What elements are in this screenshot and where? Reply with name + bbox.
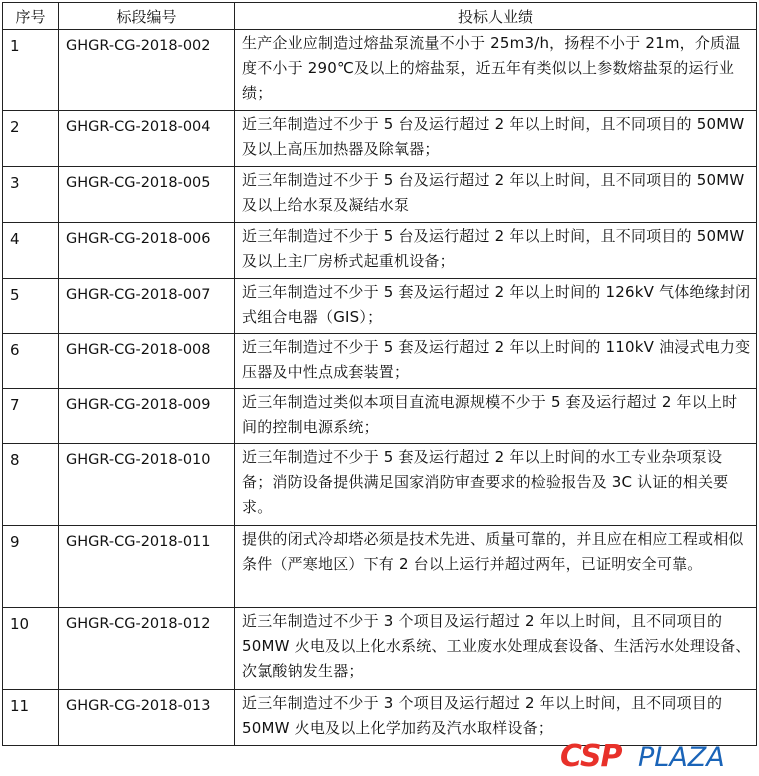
table-row: [3, 608, 757, 690]
row-code: GHGR-CG-2018-009: [59, 389, 235, 444]
row-desc: 生产企业应制造过熔盐泵流量不小于 25m3/h，扬程不小于 21m，介质温度不小于 290℃及以上的熔盐泵，近五年有类似以上参数熔盐泵的运行业绩；: [235, 30, 757, 111]
header-no: 序号: [3, 3, 59, 30]
cspplaza-watermark-logo: [560, 735, 750, 775]
row-no: 1: [3, 30, 59, 111]
row-desc: 近三年制造过不少于 5 套及运行超过 2 年以上时间的 110kV 油浸式电力变压器及中性点成套装置；: [235, 334, 757, 389]
row-code: GHGR-CG-2018-004: [59, 111, 235, 167]
row-no: 3: [3, 167, 59, 223]
header-performance: 投标人业绩: [235, 3, 757, 30]
header-code: 标段编号: [59, 3, 235, 30]
row-code: GHGR-CG-2018-013: [59, 690, 235, 746]
row-code: GHGR-CG-2018-007: [59, 279, 235, 334]
table-row: [3, 30, 757, 111]
watermark-plaza-text: PLAZA: [638, 742, 725, 773]
table-row: [3, 389, 757, 444]
row-desc: 近三年制造过不少于 5 套及运行超过 2 年以上时间的 126kV 气体绝缘封闭式组合电器（GIS）；: [235, 279, 757, 334]
performance-table: [2, 2, 757, 746]
row-code: GHGR-CG-2018-006: [59, 223, 235, 279]
row-code: GHGR-CG-2018-010: [59, 444, 235, 526]
row-desc: 近三年制造过不少于 5 套及运行超过 2 年以上时间的水工专业杂项泵设备；消防设备提供满足国家消防审查要求的检验报告及 3C 认证的相关要求。: [235, 444, 757, 526]
row-desc: 近三年制造过不少于 5 台及运行超过 2 年以上时间，且不同项目的 50MW 及以上给水泵及凝结水泵: [235, 167, 757, 223]
table-row: [3, 334, 757, 389]
row-desc: 提供的闭式冷却塔必须是技术先进、质量可靠的，并且应在相应工程或相似条件（严寒地区）下有 2 台以上运行并超过两年，已证明安全可靠。: [235, 526, 757, 608]
row-no: 8: [3, 444, 59, 526]
row-no: 5: [3, 279, 59, 334]
row-no: 6: [3, 334, 59, 389]
table-row: [3, 444, 757, 526]
row-desc: 近三年制造过不少于 3 个项目及运行超过 2 年以上时间，且不同项目的 50MW 火电及以上化学加药及汽水取样设备；: [235, 690, 757, 746]
row-code: GHGR-CG-2018-011: [59, 526, 235, 608]
row-desc: 近三年制造过不少于 3 个项目及运行超过 2 年以上时间，且不同项目的 50MW 火电及以上化水系统、工业废水处理成套设备、生活污水处理设备、次氯酸钠发生器；: [235, 608, 757, 690]
row-no: 2: [3, 111, 59, 167]
table-row: [3, 167, 757, 223]
table-row: [3, 111, 757, 167]
row-desc: 近三年制造过类似本项目直流电源规模不少于 5 套及运行超过 2 年以上时间的控制电源系统；: [235, 389, 757, 444]
table-row: [3, 223, 757, 279]
row-desc: 近三年制造过不少于 5 台及运行超过 2 年以上时间，且不同项目的 50MW 及以上高压加热器及除氧器；: [235, 111, 757, 167]
table-row: [3, 526, 757, 608]
row-desc: 近三年制造过不少于 5 台及运行超过 2 年以上时间，且不同项目的 50MW 及以上主厂房桥式起重机设备；: [235, 223, 757, 279]
row-no: 9: [3, 526, 59, 608]
row-code: GHGR-CG-2018-005: [59, 167, 235, 223]
row-no: 4: [3, 223, 59, 279]
table-row: [3, 279, 757, 334]
row-code: GHGR-CG-2018-008: [59, 334, 235, 389]
row-no: 7: [3, 389, 59, 444]
row-code: GHGR-CG-2018-012: [59, 608, 235, 690]
row-code: GHGR-CG-2018-002: [59, 30, 235, 111]
row-no: 11: [3, 690, 59, 746]
row-no: 10: [3, 608, 59, 690]
header-row: [3, 3, 757, 30]
watermark-csp-text: CSP: [560, 739, 622, 774]
